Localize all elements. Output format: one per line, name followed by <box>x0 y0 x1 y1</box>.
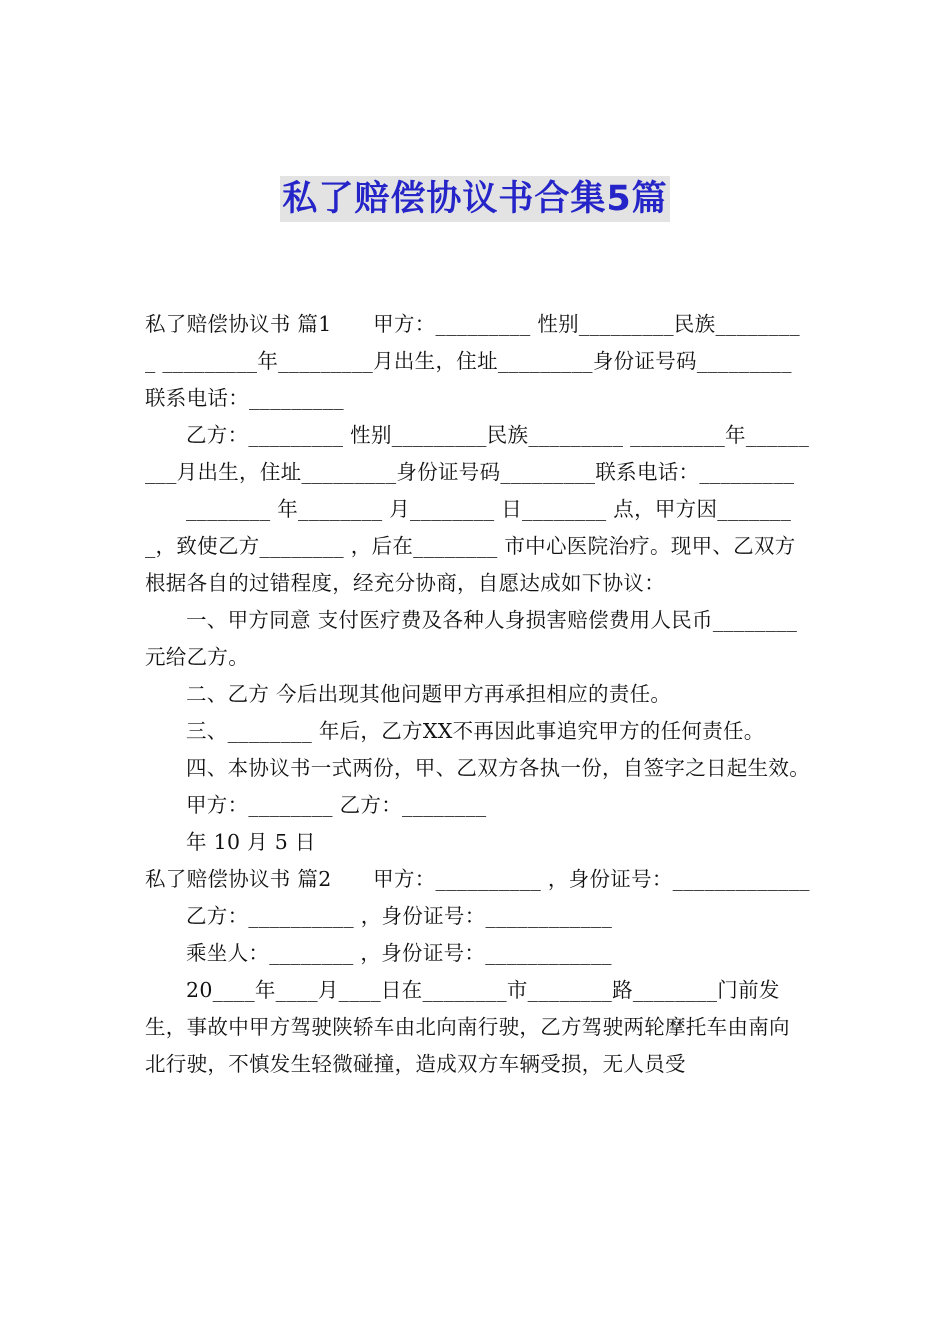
paragraph: ________ 年________ 月________ 日________ 点，甲方因________，致使乙方________ ，后在________ 市中心医院治疗。现甲、乙双方根据各自的过错程度，经充分协商，自愿达成如下协议： <box>145 497 796 595</box>
paragraph: 乘坐人：________ ，身份证号：____________ <box>186 941 612 965</box>
paragraph: 乙方：_________ 性别_________民族_________ _________年_________月出生，住址_________身份证号码_________联系电话：_________ <box>145 423 810 484</box>
paragraph: 二、乙方 今后出现其他问题甲方再承担相应的责任。 <box>186 682 672 706</box>
paragraph: 私了赔偿协议书 篇2 甲方：__________ ，身份证号：_____________ <box>145 867 810 891</box>
document-title-wrap <box>0 176 950 222</box>
paragraph: 甲方：________ 乙方：________ <box>186 793 487 817</box>
paragraph: 年 10 月 5 日 <box>186 830 316 854</box>
document-title: 私了赔偿协议书合集5篇 <box>280 176 669 222</box>
paragraph: 四、本协议书一式两份，甲、乙双方各执一份，自签字之日起生效。 <box>186 756 810 780</box>
document-body <box>145 306 810 1083</box>
paragraph: 乙方：__________ ，身份证号：____________ <box>186 904 613 928</box>
paragraph: 一、甲方同意 支付医疗费及各种人身损害赔偿费用人民币________ 元给乙方。 <box>145 608 798 669</box>
paragraph: 私了赔偿协议书 篇1 甲方：_________ 性别_________民族_________ _________年_________月出生，住址_________身份证号码_________联系电话：_________ <box>145 312 800 410</box>
paragraph: 三、________ 年后，乙方XX不再因此事追究甲方的任何责任。 <box>186 719 765 743</box>
paragraph: 20____年____月____日在________市________路________门前发生，事故中甲方驾驶陕轿车由北向南行驶，乙方驾驶两轮摩托车由南向北行驶，不慎发生轻微碰撞，造成双方车辆受损，无人员受 <box>145 978 790 1076</box>
